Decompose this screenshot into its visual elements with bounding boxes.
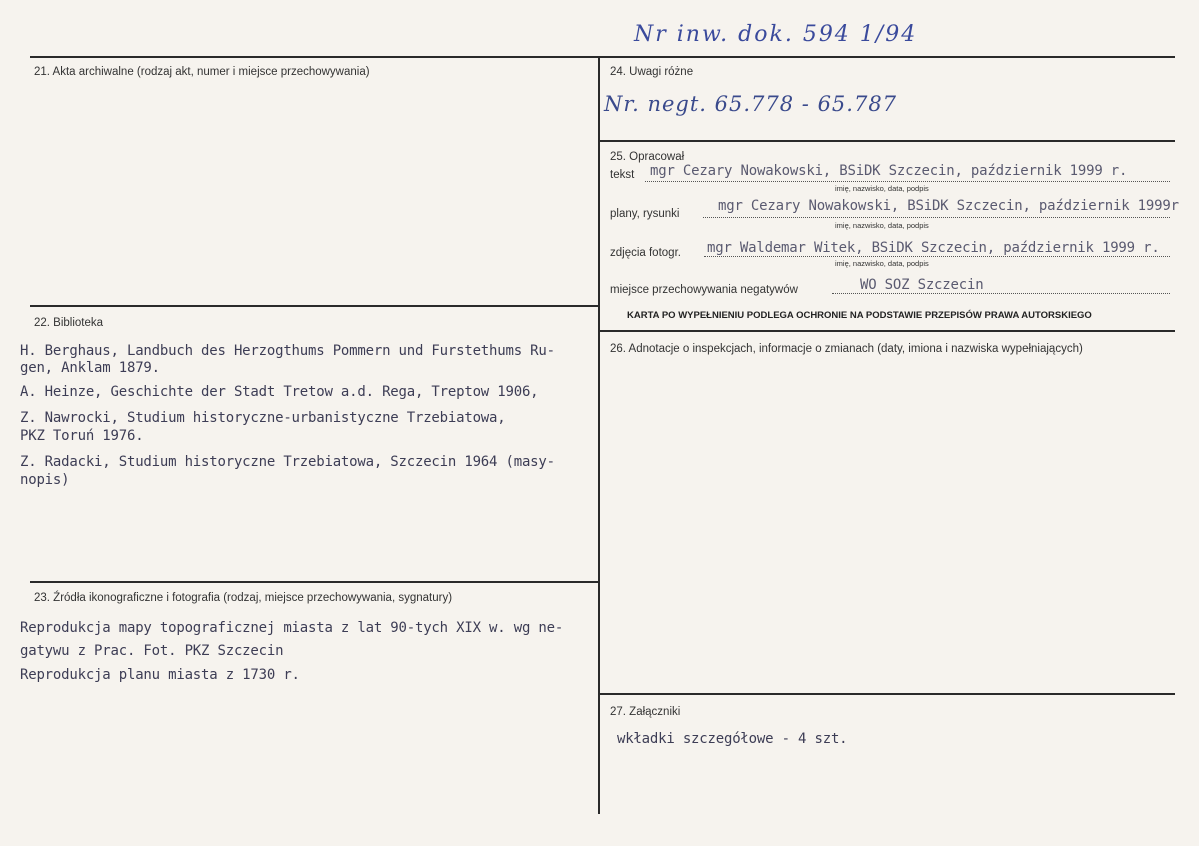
plany-caption: imię, nazwisko, data, podpis	[835, 221, 929, 230]
bibliography-line-7: nopis)	[20, 472, 70, 488]
plany-dotted-line	[703, 217, 1170, 218]
tekst-value: mgr Cezary Nowakowski, BSiDK Szczecin, październik 1999 r.	[650, 163, 1128, 179]
divider-22-23	[30, 581, 598, 583]
bibliography-line-3: A. Heinze, Geschichte der Stadt Tretow a.d. Rega, Treptow 1906,	[20, 384, 539, 400]
divider-25-26	[600, 330, 1175, 332]
miejsce-dotted-line	[832, 293, 1170, 294]
section-26-title: 26. Adnotacje o inspekcjach, informacje o zmianach (daty, imiona i nazwiska wypełniających)	[610, 343, 1083, 355]
zdjecia-dotted-line	[704, 256, 1170, 257]
bibliography-line-1: H. Berghaus, Landbuch des Herzogthums Pommern und Furstethums Ru-	[20, 343, 555, 359]
section-24-title: 24. Uwagi różne	[610, 66, 694, 78]
copyright-notice: KARTA PO WYPEŁNIENIU PODLEGA OCHRONIE NA PODSTAWIE PRZEPISÓW PRAWA AUTORSKIEGO	[627, 310, 1092, 321]
zdjecia-caption: imię, nazwisko, data, podpis	[835, 259, 929, 268]
section-23-title: 23. Źródła ikonograficzne i fotografia (rodzaj, miejsce przechowywania, sygnatury)	[34, 592, 453, 604]
divider-26-27	[600, 693, 1175, 695]
divider-24-25	[600, 140, 1175, 142]
negatives-numbers-note: Nr. negt. 65.778 - 65.787	[604, 92, 898, 116]
attachments-value: wkładki szczegółowe - 4 szt.	[617, 731, 848, 747]
bibliography-line-4: Z. Nawrocki, Studium historyczne-urbanistyczne Trzebiatowa,	[20, 410, 506, 426]
plany-value: mgr Cezary Nowakowski, BSiDK Szczecin, październik 1999r	[718, 198, 1179, 214]
center-divider	[598, 56, 600, 814]
iconography-line-1: Reprodukcja mapy topograficznej miasta z lat 90-tych XIX w. wg ne-	[20, 620, 564, 636]
section-21-title: 21. Akta archiwalne (rodzaj akt, numer i miejsce przechowywania)	[34, 66, 370, 78]
tekst-dotted-line	[645, 181, 1170, 182]
top-border	[30, 56, 1175, 58]
miejsce-label: miejsce przechowywania negatywów	[610, 284, 798, 296]
section-27-title: 27. Załączniki	[610, 706, 681, 718]
zdjecia-value: mgr Waldemar Witek, BSiDK Szczecin, październik 1999 r.	[707, 240, 1160, 256]
zdjecia-label: zdjęcia fotogr.	[610, 247, 681, 259]
inventory-number-note: Nr inw. dok. 594 1/94	[634, 22, 918, 47]
iconography-line-2: gatywu z Prac. Fot. PKZ Szczecin	[20, 643, 284, 659]
miejsce-value: WO SOZ Szczecin	[860, 277, 984, 293]
tekst-caption: imię, nazwisko, data, podpis	[835, 184, 929, 193]
plany-label: plany, rysunki	[610, 208, 680, 220]
bibliography-line-2: gen, Anklam 1879.	[20, 360, 160, 376]
bibliography-line-6: Z. Radacki, Studium historyczne Trzebiatowa, Szczecin 1964 (masy-	[20, 454, 555, 470]
bibliography-line-5: PKZ Toruń 1976.	[20, 428, 144, 444]
divider-21-22	[30, 305, 598, 307]
iconography-line-3: Reprodukcja planu miasta z 1730 r.	[20, 667, 300, 683]
tekst-label: tekst	[610, 169, 635, 181]
section-22-title: 22. Biblioteka	[34, 317, 104, 329]
section-25-title: 25. Opracował	[610, 151, 685, 163]
